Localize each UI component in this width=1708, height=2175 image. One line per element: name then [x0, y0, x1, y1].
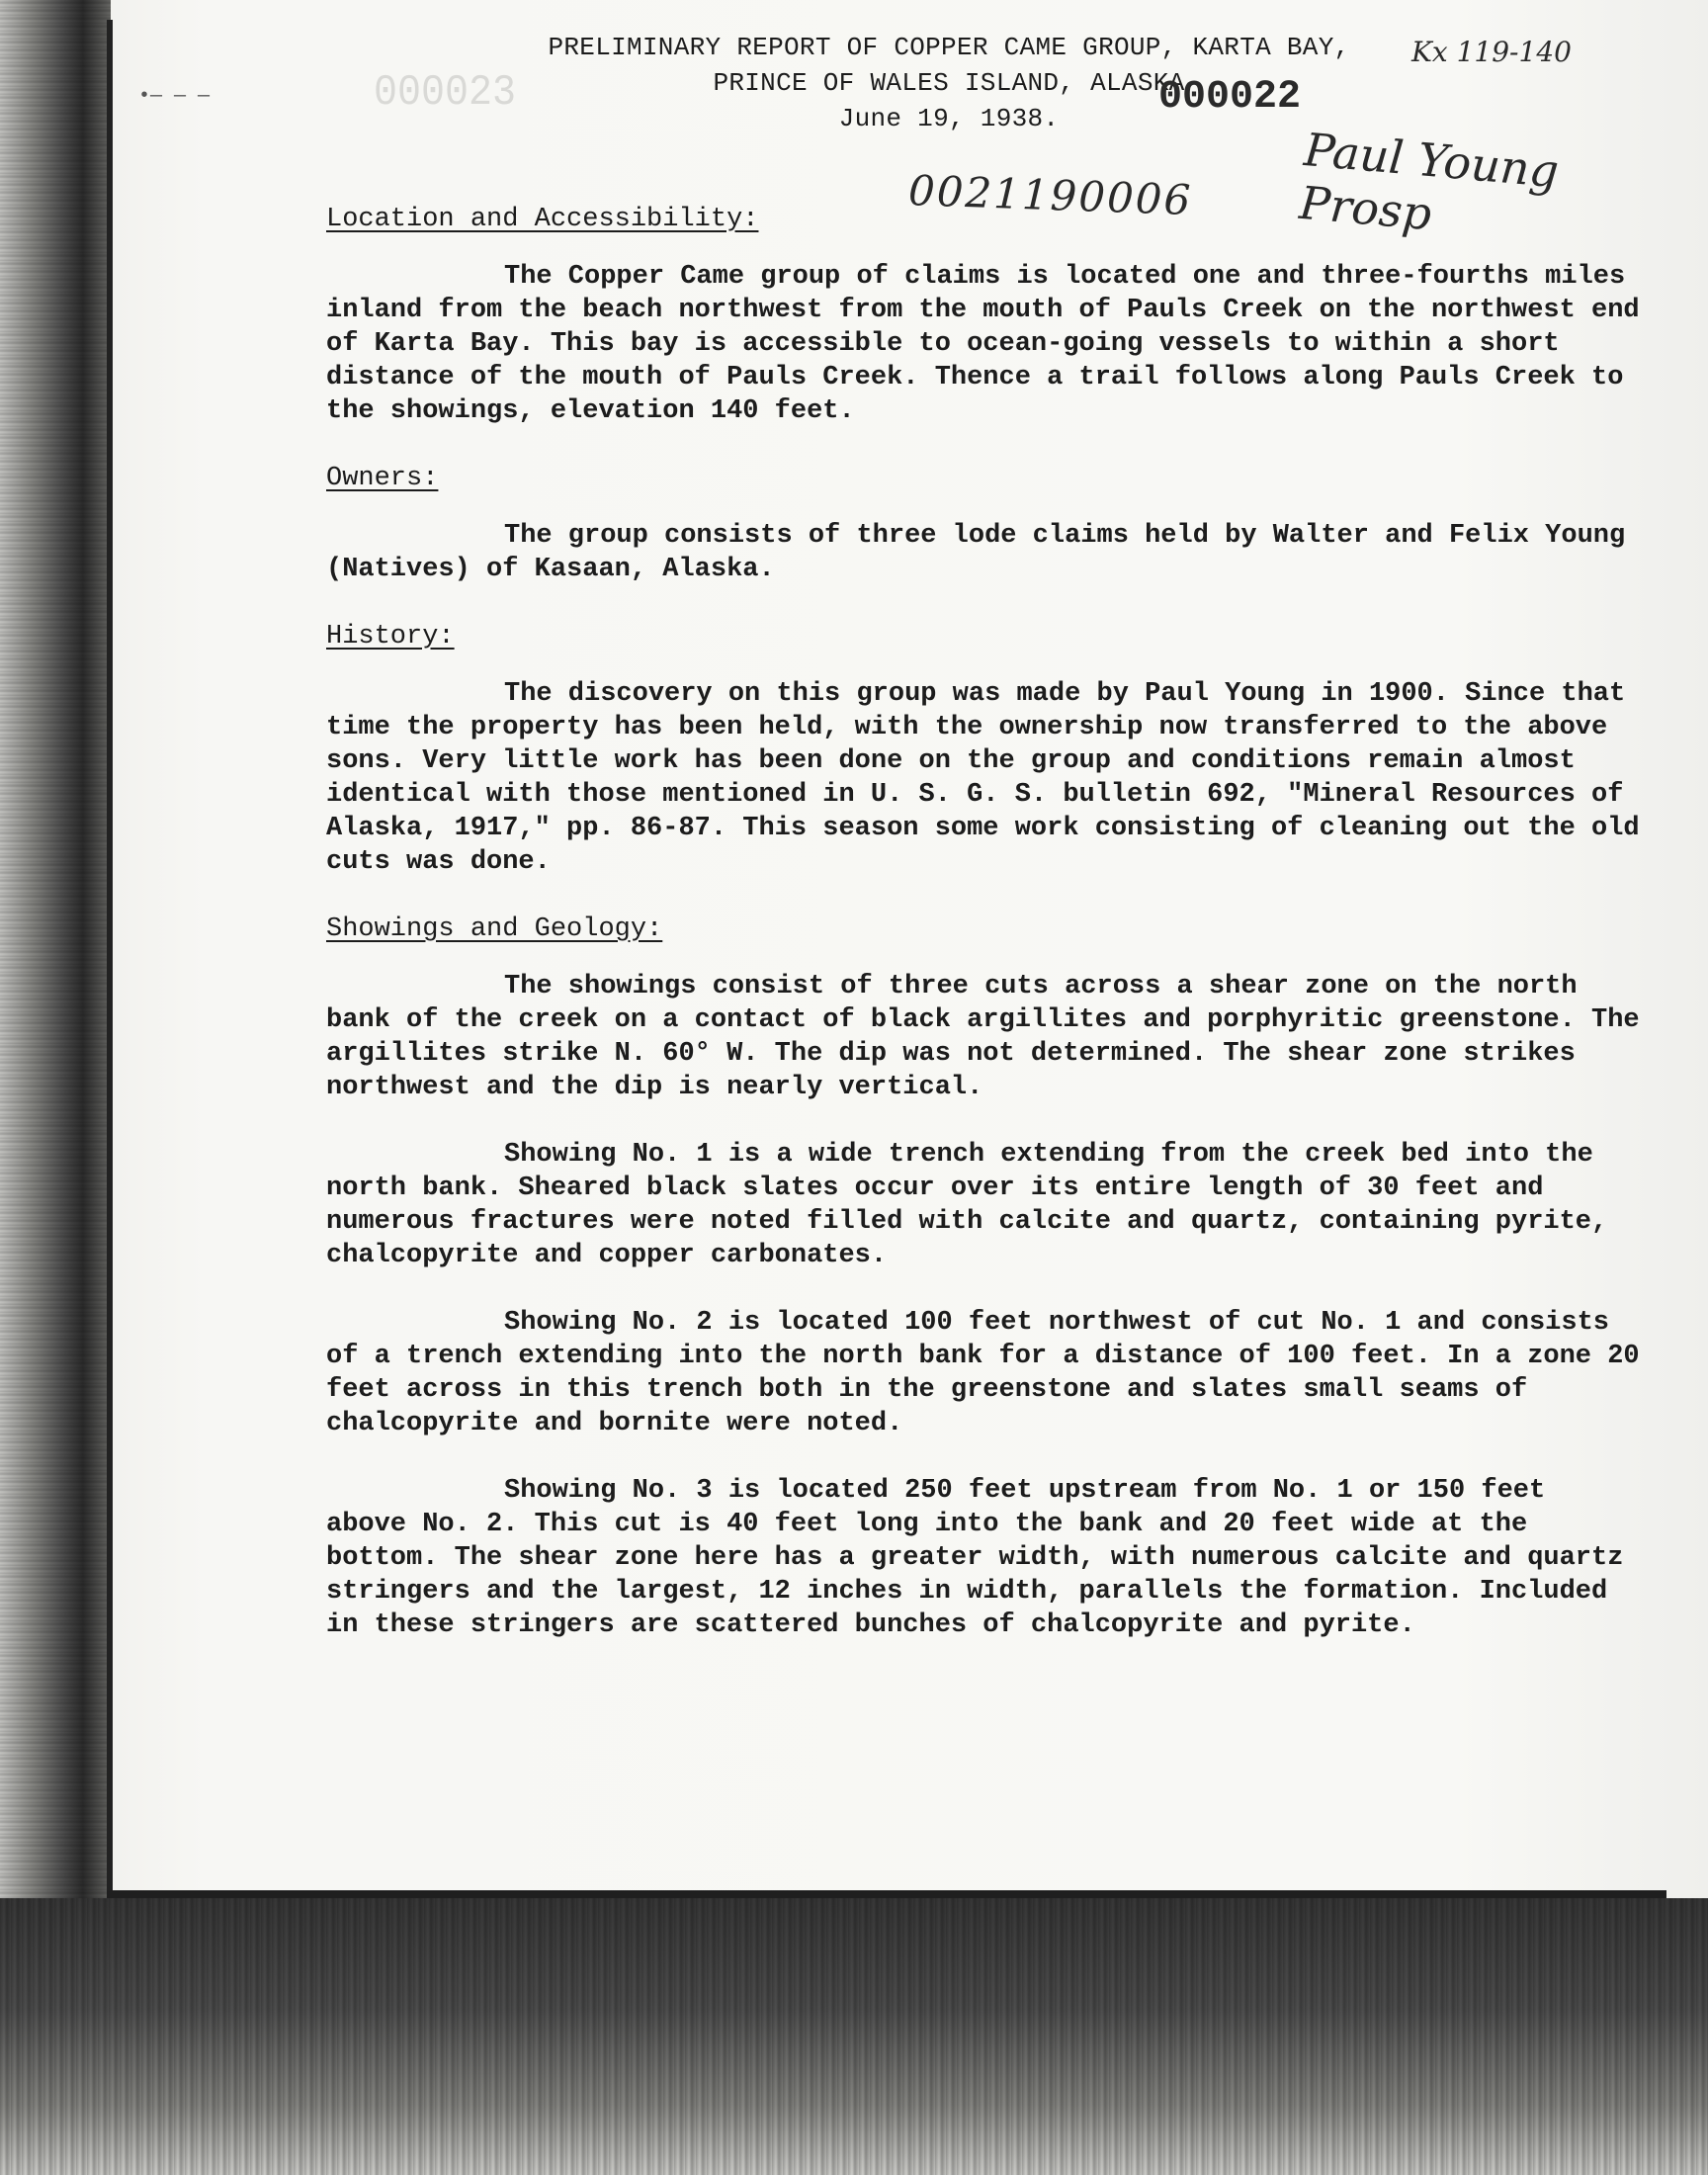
report-header: [376, 30, 1522, 136]
paragraph: Showing No. 3 is located 250 feet upstream from No. 1 or 150 feet above No. 2. This cut is 40 feet long into the bank and 20 feet wide at the bottom. The shear zone here has a greater width, with numerous calcite and quartz stringers and the largest, 12 inches in width, parallels the formation. Included in these stringers are scattered bunches of chalcopyrite and pyrite.: [326, 1476, 1624, 1640]
section-heading: Location and Accessibility:: [326, 205, 759, 234]
paragraph: The Copper Came group of claims is located one and three-fourths miles inland from the beach northwest from the mouth of Pauls Creek on the northwest end of Karta Bay. This bay is accessible to ocean-going vessels to within a short distance of the mouth of Pauls Creek. Thence a trail follows along Pauls Creek to the showings, elevation 140 feet.: [326, 262, 1640, 426]
paragraph: The discovery on this group was made by Paul Young in 1900. Since that time the property has been held, with the ownership now transferred to the above sons. Very little work has been done on the group and conditions remain almost identical with those mentioned in U. S. G. S. bulletin 692, "Mineral Resources of Alaska, 1917," pp. 86-87. This season some work consisting of cleaning out the old cuts was done.: [326, 679, 1640, 877]
report-title-line1: PRELIMINARY REPORT OF COPPER CAME GROUP, KARTA BAY,: [548, 33, 1350, 62]
section-heading: Showings and Geology:: [326, 914, 663, 944]
handwritten-reference: Kx 119-140: [1411, 36, 1572, 68]
stamp-number: 000022: [1158, 75, 1302, 120]
paragraph: Showing No. 1 is a wide trench extending from the creek bed into the north bank. Sheared black slates occur over its entire length of 30 feet and numerous fractures were noted filled with calcite and quartz, containing pyrite, chalcopyrite and copper carbonates.: [326, 1140, 1608, 1270]
scan-left-rule: [107, 20, 113, 1898]
section-owners: [326, 462, 1641, 586]
handwritten-code: 0021190006: [907, 166, 1194, 224]
scan-bottom-border: [0, 1898, 1708, 2175]
handwritten-name: Paul Young Prosp: [1297, 123, 1562, 241]
report-date: June 19, 1938.: [838, 104, 1060, 133]
section-heading: Owners:: [326, 464, 439, 493]
paragraph: Showing No. 2 is located 100 feet northwest of cut No. 1 and consists of a trench extending into the north bank for a distance of 100 feet. In a zone 20 feet across in this trench both in the greenstone and slates small seams of chalcopyrite and bornite were noted.: [326, 1308, 1640, 1438]
stray-mark: •— — —: [138, 85, 211, 108]
section-showings-geology: [326, 913, 1641, 1642]
report-title-line2: PRINCE OF WALES ISLAND, ALASKA: [713, 68, 1185, 98]
report-body: [326, 203, 1641, 1676]
paragraph: The group consists of three lode claims held by Walter and Felix Young (Natives) of Kasaan, Alaska.: [326, 521, 1626, 584]
paragraph: The showings consist of three cuts across a shear zone on the north bank of the creek on a contact of black argillites and porphyritic greenstone. The argillites strike N. 60° W. The dip was not determined. The shear zone strikes northwest and the dip is nearly vertical.: [326, 972, 1640, 1102]
section-heading: History:: [326, 622, 455, 652]
faint-stamp-number: 000023: [374, 68, 517, 119]
section-location: [326, 203, 1641, 428]
scan-left-border: [0, 0, 111, 2175]
section-history: [326, 620, 1641, 879]
